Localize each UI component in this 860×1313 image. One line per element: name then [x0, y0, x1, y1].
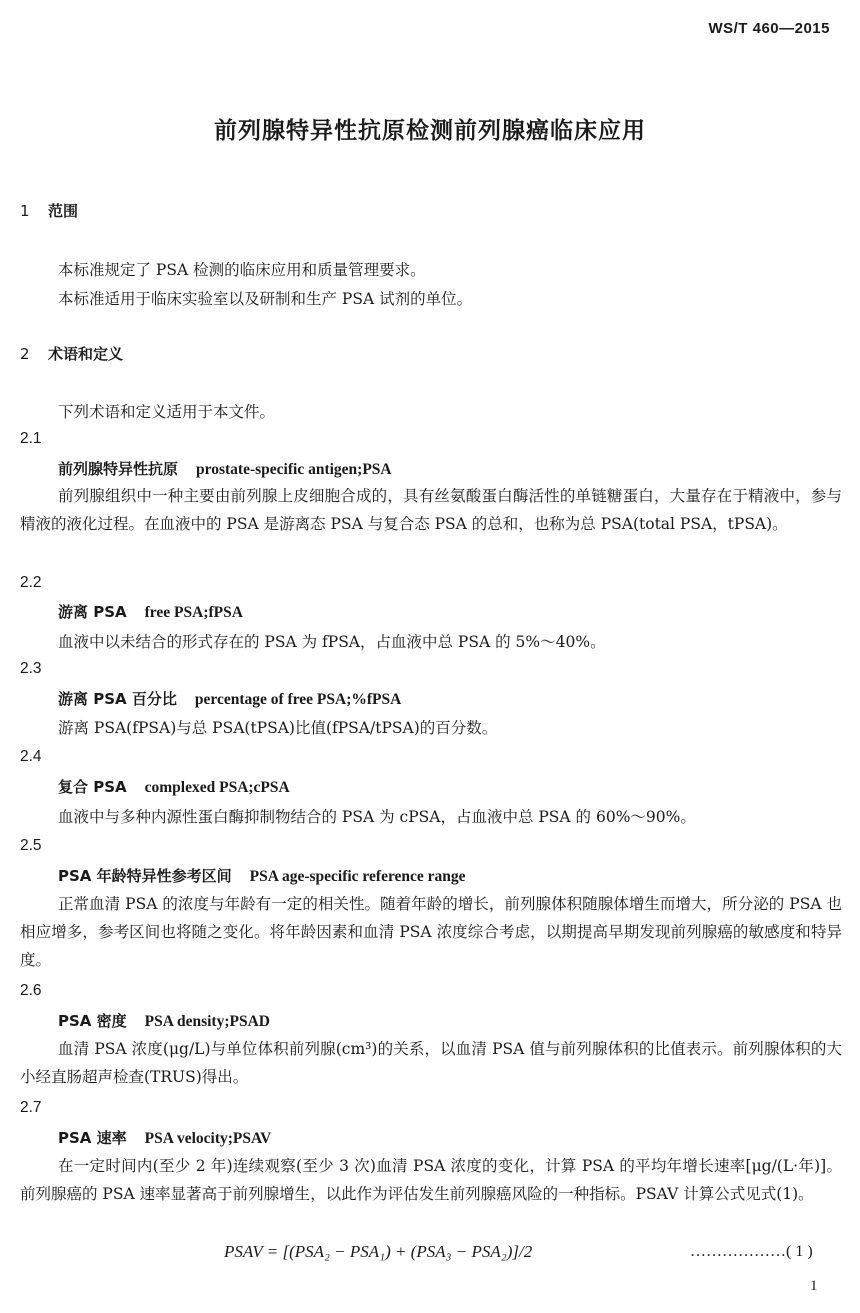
- clause-number: 2.5: [20, 837, 42, 854]
- paragraph: 本标准适用于临床实验室以及研制和生产 PSA 试剂的单位。: [58, 290, 473, 308]
- term-cn: 游离 PSA: [58, 603, 127, 621]
- equation-number: ………………( 1 ): [690, 1243, 813, 1260]
- term-definition: 前列腺组织中一种主要由前列腺上皮细胞合成的，具有丝氨酸蛋白酶活性的单链糖蛋白，大量存在于精液中，参与精液的液化过程。在血液中的 PSA 是游离态 PSA 与复合态 PSA 的总和，也称为总 PSA(total PSA，tPSA)。: [20, 487, 842, 533]
- term-heading: [58, 688, 401, 709]
- clause-number: 2.2: [20, 574, 42, 591]
- section-intro: 下列术语和定义适用于本文件。: [58, 403, 276, 421]
- term-en: complexed PSA;cPSA: [144, 779, 290, 796]
- term-en: PSA age-specific reference range: [249, 868, 466, 885]
- paragraph: 本标准规定了 PSA 检测的临床应用和质量管理要求。: [58, 261, 426, 279]
- term-heading: [58, 1010, 270, 1031]
- document-title: 前列腺特异性抗原检测前列腺癌临床应用: [214, 118, 646, 144]
- term-definition: 血清 PSA 浓度(μg/L)与单位体积前列腺(cm³)的关系，以血清 PSA 值与前列腺体积的比值表示。前列腺体积的大小经直肠超声检查(TRUS)得出。: [20, 1040, 842, 1086]
- term-heading: [58, 458, 392, 479]
- section-2-heading: [20, 343, 123, 364]
- term-heading: [58, 1127, 271, 1148]
- term-heading: [58, 601, 243, 622]
- clause-number: 2.3: [20, 660, 42, 677]
- term-en: PSA density;PSAD: [144, 1013, 270, 1030]
- clause-number: 2.7: [20, 1099, 42, 1116]
- clause-number: 2.4: [20, 748, 42, 765]
- term-cn: 前列腺特异性抗原: [58, 460, 179, 478]
- term-en: percentage of free PSA;%fPSA: [194, 691, 402, 708]
- clause-number: 2.1: [20, 430, 42, 447]
- term-en: free PSA;fPSA: [144, 604, 243, 621]
- term-cn: 复合 PSA: [58, 778, 127, 796]
- term-definition: 在一定时间内(至少 2 年)连续观察(至少 3 次)血清 PSA 浓度的变化，计算 PSA 的平均年增长速率[μg/(L·年)]。前列腺癌的 PSA 速率显著高于前列腺增生，以此作为评估发生前列腺癌风险的一种指标。PSAV 计算公式见式(1)。: [20, 1157, 842, 1203]
- section-title: 范围: [48, 202, 79, 220]
- term-heading: [58, 865, 466, 886]
- term-en: PSA velocity;PSAV: [144, 1130, 272, 1147]
- term-cn: PSA 速率: [58, 1129, 127, 1147]
- term-definition: 血液中与多种内源性蛋白酶抑制物结合的 PSA 为 cPSA，占血液中总 PSA 的 60%～90%。: [58, 808, 696, 826]
- section-title: 术语和定义: [48, 345, 124, 363]
- section-number: 1: [20, 202, 30, 220]
- clause-number: 2.6: [20, 982, 42, 999]
- term-definition: 正常血清 PSA 的浓度与年龄有一定的相关性。随着年龄的增长，前列腺体积随腺体增生而增大，所分泌的 PSA 也相应增多，参考区间也将随之变化。将年龄因素和血清 PSA 浓度综合考虑，以期提高早期发现前列腺癌的敏感度和特异度。: [20, 895, 842, 969]
- term-en: prostate-specific antigen;PSA: [196, 461, 392, 478]
- term-heading: [58, 776, 290, 797]
- term-cn: PSA 年龄特异性参考区间: [58, 867, 232, 885]
- psav-formula: PSAV = [(PSA₂ − PSA₁) + (PSA₃ − PSA₂)]/2: [224, 1242, 533, 1261]
- standard-code: WS/T 460—2015: [708, 20, 830, 37]
- page-number: 1: [810, 1278, 818, 1294]
- section-number: 2: [20, 345, 30, 363]
- term-definition: 游离 PSA(fPSA)与总 PSA(tPSA)比值(fPSA/tPSA)的百分数。: [58, 719, 498, 737]
- term-definition: 血液中以未结合的形式存在的 PSA 为 fPSA，占血液中总 PSA 的 5%～40%。: [58, 633, 606, 651]
- section-1-heading: [20, 200, 78, 221]
- term-cn: PSA 密度: [58, 1012, 127, 1030]
- term-cn: 游离 PSA 百分比: [58, 690, 177, 708]
